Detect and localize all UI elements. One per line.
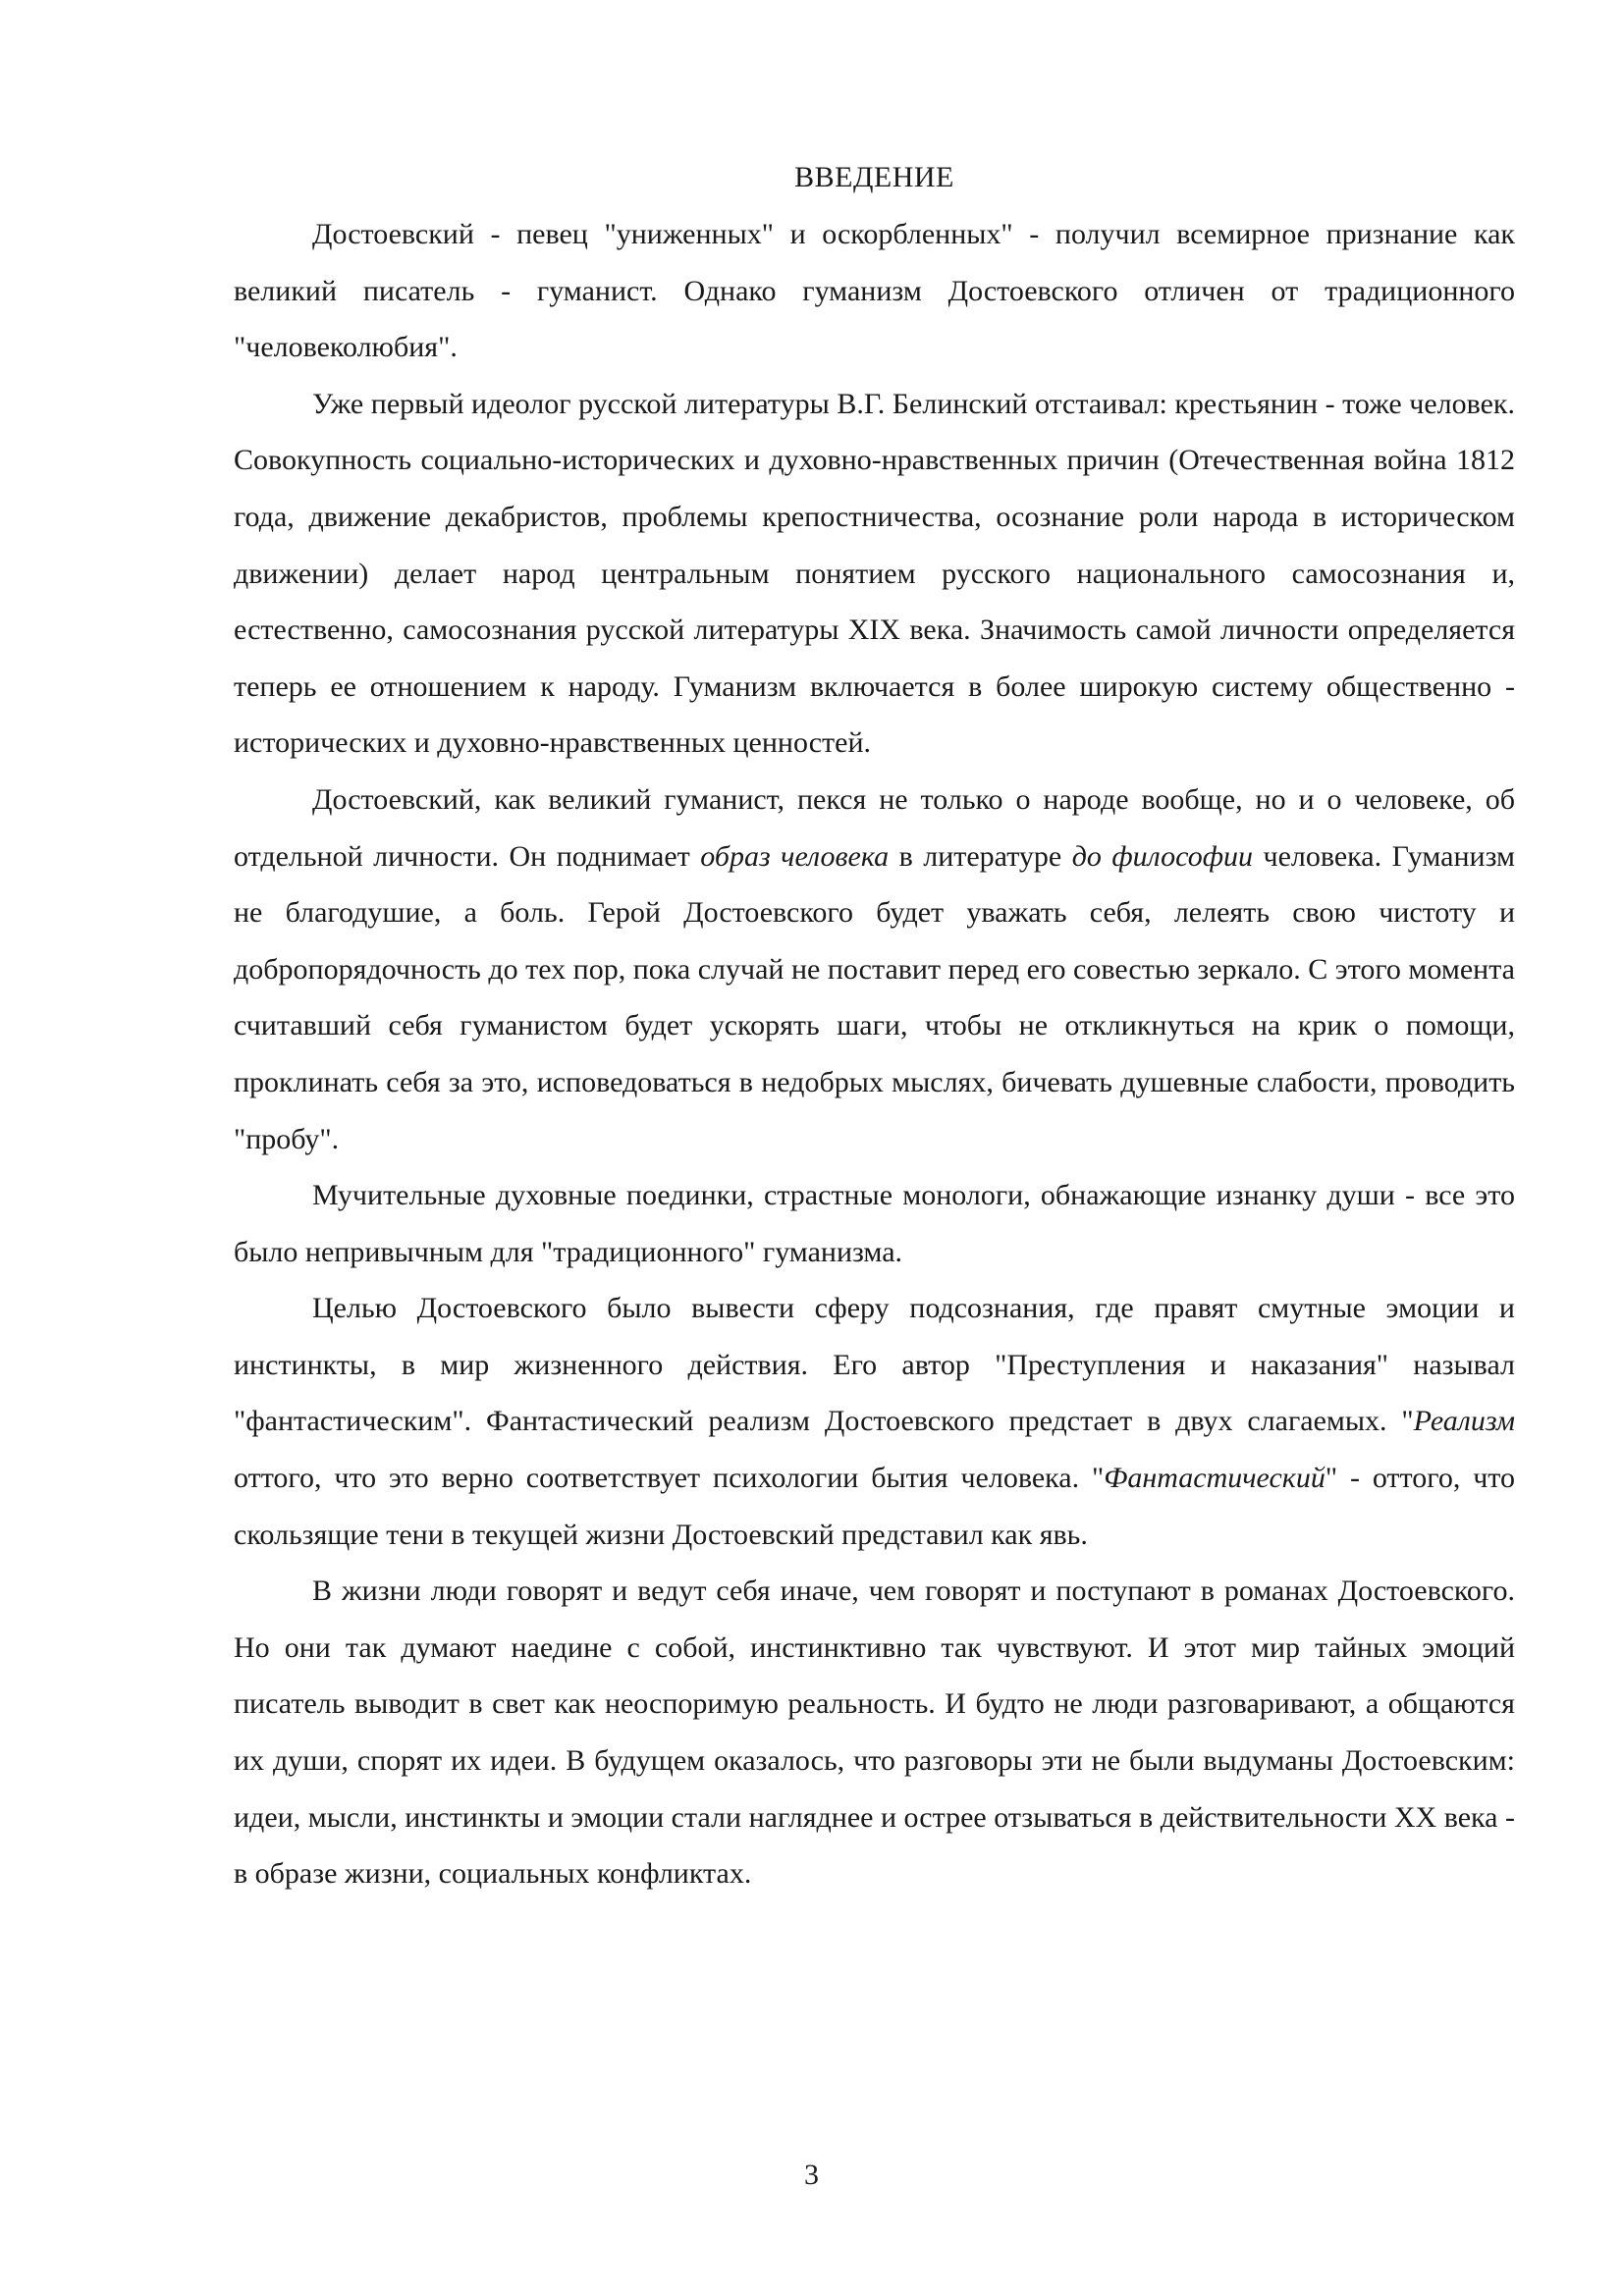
body-paragraph — [234, 1280, 1515, 1563]
paragraph-text: человека. Гуманизм не благодушие, а боль. Герой Достоевского будет уважать себя, лелеять свою чистоту и добропорядочность до тех пор, пока случай не поставит перед его совестью зеркало. С этого момента считавший себя гуманистом будет ускорять шаги, чтобы не откликнуться на крик о помощи, проклинать себя за это, исповедоваться в недобрых мыслях, бичевать душевные слабости, проводить "пробу". — [234, 839, 1516, 1155]
page-number: 3 — [804, 2159, 819, 2191]
paragraph-text: Целью Достоевского было вывести сферу подсознания, где правят смутные эмоции и инстинкты, в мир жизненного действия. Его автор "Преступления и наказания" называл "фантастическим". Фантастический реализм Достоевского предстает в двух слагаемых. " — [234, 1292, 1515, 1438]
body-paragraph — [234, 376, 1515, 772]
body-paragraph — [234, 1167, 1515, 1280]
paragraph-text: В жизни люди говорят и ведут себя иначе, чем говорят и поступают в романах Достоевского. Но они так думают наедине с собой, инстинктивно так чувствуют. И этот мир тайных эмоций писатель выводит в свет как неоспоримую реальность. И будто не люди разговаривают, а общаются их души, спорят их идеи. В будущем оказалось, что разговоры эти не были выдуманы Достоевским: идеи, мысли, инстинкты и эмоции стали нагляднее и острее отзываться в действительности XX века - в образе жизни, социальных конфликтах. — [234, 1575, 1515, 1891]
italic-text: Фантастический — [1104, 1462, 1325, 1495]
paragraph-text: Мучительные духовные поединки, страстные монологи, обнажающие изнанку души - все это было непривычным для "традиционного" гуманизма. — [234, 1179, 1515, 1268]
paragraph-text: Уже первый идеолог русской литературы В.Г. Белинский отстаивал: крестьянин - тоже человек. Совокупность социально-исторических и духовно-нравственных причин (Отечественная война 1812 года, движение декабристов, проблемы крепостничества, осознание роли народа в историческом движении) делает народ центральным понятием русского национального самосознания и, естественно, самосознания русской литературы XIX века. Значимость самой личности определяется теперь ее отношением к народу. Гуманизм включается в более широкую систему общественно - исторических и духовно-нравственных ценностей. — [234, 387, 1515, 760]
paragraph-text: оттого, что это верно соответствует психологии бытия человека. " — [234, 1462, 1105, 1495]
page-content — [234, 149, 1515, 1902]
body-paragraph — [234, 772, 1515, 1167]
paragraph-text: Достоевский - певец "униженных" и оскорбленных" - получил всемирное признание как великий писатель - гуманист. Однако гуманизм Достоевского отличен от традиционного "человеколюбия". — [234, 218, 1515, 364]
body-paragraph — [234, 206, 1515, 376]
paragraph-text: " - оттого, что скользящие тени в текущей жизни Достоевский представил как явь. — [234, 1462, 1515, 1551]
body-paragraph — [234, 1563, 1515, 1902]
italic-text: до философии — [1071, 839, 1254, 873]
italic-text: образ человека — [700, 839, 890, 873]
paragraph-text: Достоевский, как великий гуманист, пекся не только о народе вообще, но и о человеке, об отдельной личности. Он поднимает — [234, 782, 1515, 873]
italic-text: Реализм — [1413, 1405, 1515, 1438]
paragraph-text: в литературе — [889, 839, 1072, 873]
page-title: ВВЕДЕНИЕ — [794, 161, 954, 193]
